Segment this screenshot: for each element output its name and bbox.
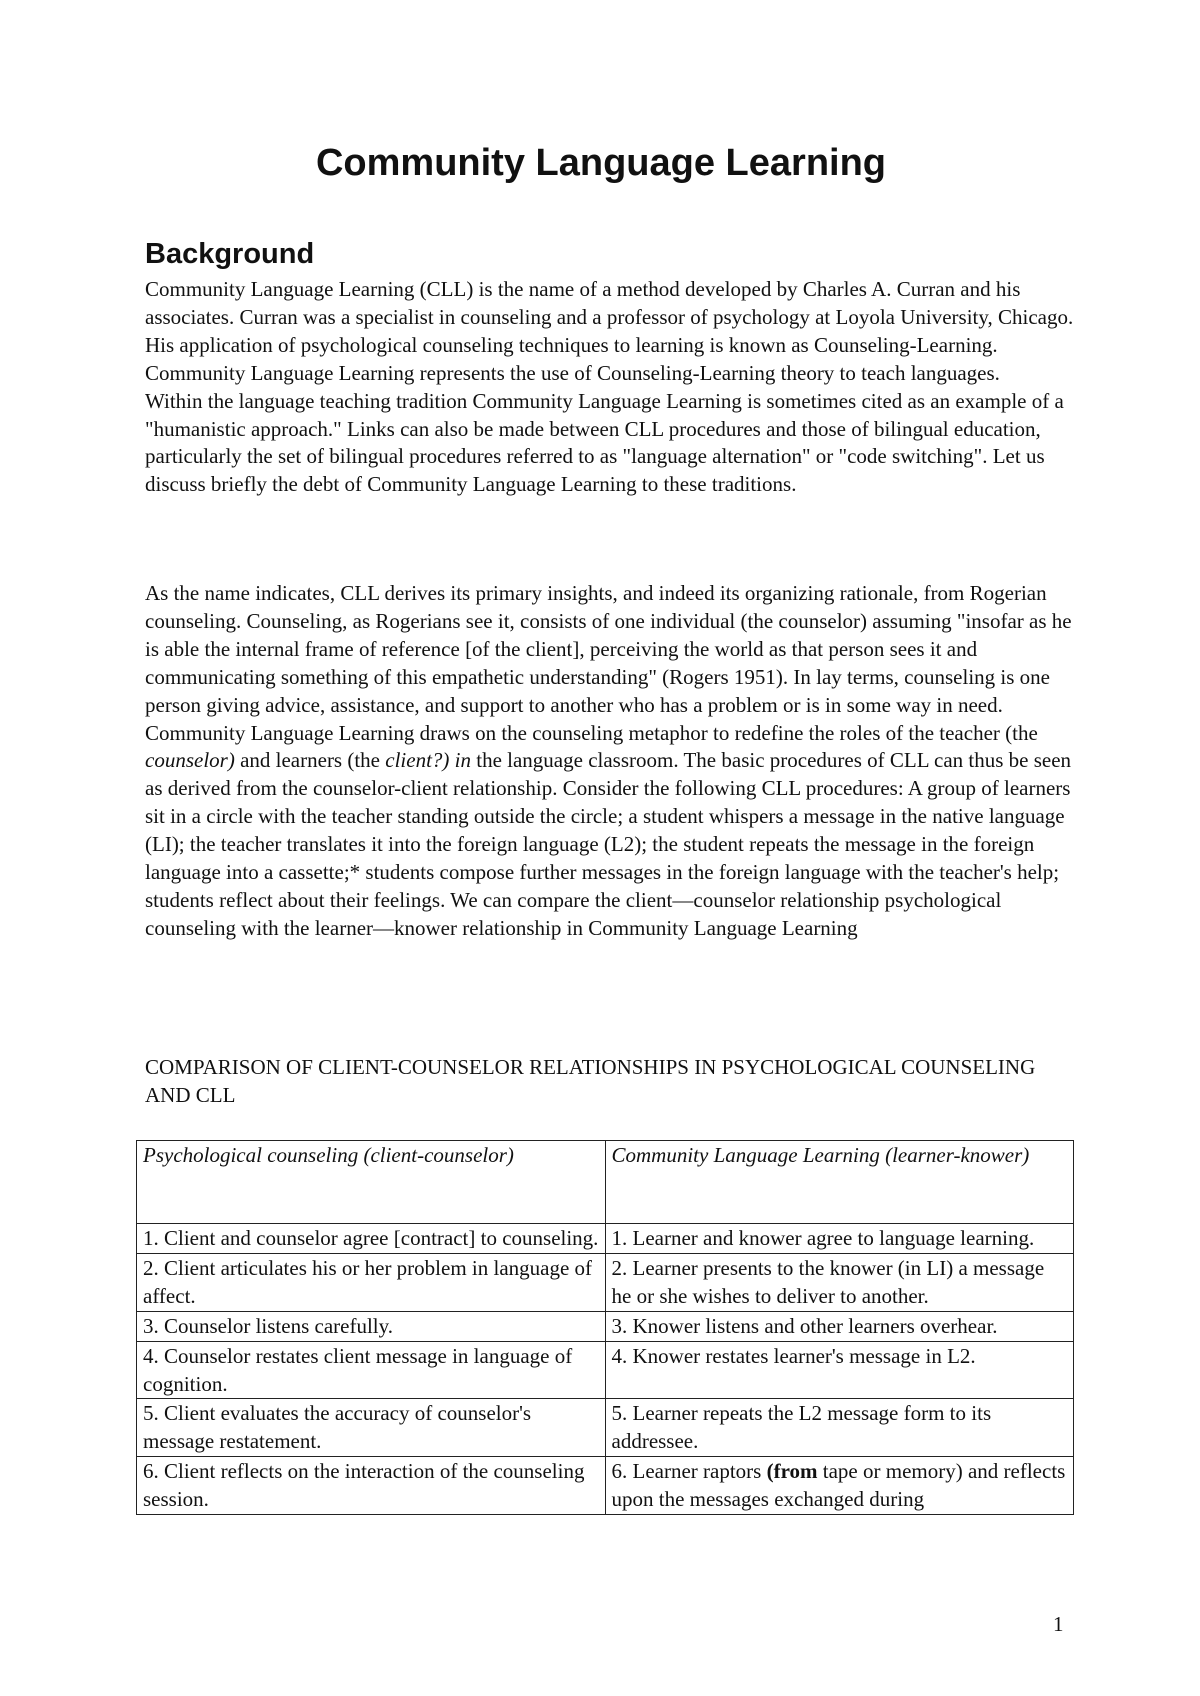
table-cell: 4. Counselor restates client message in language of cognition. [137, 1341, 606, 1399]
table-cell-text-b: tape or memory) and reflects upon the messages exchanged during [611, 1459, 1066, 1512]
table-row [137, 1311, 1074, 1341]
table-cell: 5. Learner repeats the L2 message form to its addressee. [605, 1399, 1074, 1457]
table-row [137, 1224, 1074, 1254]
paragraph-1: Community Language Learning (CLL) is the name of a method developed by Charles A. Curran and his associates. Curran was a specialist in counseling and a professor of psychology at Loyola University, Chicago. His application of psychological counseling techniques to learning is known as Counseling-Learning. Community Language Learning represents the use of Counseling-Learning theory to teach languages. [145, 277, 1074, 385]
table-row [137, 1399, 1074, 1457]
table-header-cell-psychological: Psychological counseling (client-counselor) [137, 1141, 606, 1224]
table-cell: 1. Client and counselor agree [contract] to counseling. [137, 1224, 606, 1254]
page-title: Community Language Learning [315, 142, 887, 184]
table-cell: 3. Counselor listens carefully. [137, 1311, 606, 1341]
table-cell: 3. Knower listens and other learners overhear. [605, 1311, 1074, 1341]
table-header-cell-cll: Community Language Learning (learner-knower) [605, 1141, 1074, 1224]
table-cell: 4. Knower restates learner's message in L2. [605, 1341, 1074, 1399]
comparison-table [136, 1140, 1074, 1515]
table-cell-text-a: 6. Learner raptors [611, 1459, 767, 1484]
paragraph-3-italic-counselor: counselor) [145, 748, 235, 773]
table-cell: 6. Client reflects on the interaction of the counseling session. [137, 1457, 606, 1515]
paragraph-3-text-b: and learners (the [234, 748, 386, 773]
paragraph-3-text-a: As the name indicates, CLL derives its primary insights, and indeed its organizing rationale, from Rogerian counseling. Counseling, as Rogerians see it, consists of one individual (the counselor) assuming "insofar as he is able the internal frame of reference [of the client], perceiving the world as that person sees it and communicating something of this empathetic understanding" (Rogers 1951). In lay terms, counseling is one person giving advice, assistance, and support to another who has a problem or is in some way in need. Community Language Learning draws on the counseling metaphor to redefine the roles of the teacher (the [145, 581, 1072, 745]
paragraph-3-italic-client: client?) in [385, 748, 471, 773]
table-cell: 1. Learner and knower agree to language learning. [605, 1224, 1074, 1254]
table-row [137, 1253, 1074, 1311]
table-cell [605, 1457, 1074, 1515]
table-cell: 2. Client articulates his or her problem in language of affect. [137, 1253, 606, 1311]
paragraph-2: Within the language teaching tradition Community Language Learning is sometimes cited as an example of a "humanistic approach." Links can also be made between CLL procedures and those of bilingual education, particularly the set of bilingual procedures referred to as "language alternation" or "code switching". Let us discuss briefly the debt of Community Language Learning to these traditions. [145, 388, 1064, 497]
table-cell-bold-from: (from [766, 1459, 818, 1484]
table-cell: 5. Client evaluates the accuracy of counselor's message restatement. [137, 1399, 606, 1457]
page-number: 1 [1053, 1612, 1064, 1636]
paragraph-3 [145, 580, 1075, 943]
table-header-row [137, 1141, 1074, 1224]
paragraph-3-text-c: the language classroom. The basic procedures of CLL can thus be seen as derived from the counselor-client relationship. Consider the following CLL procedures: A group of learners sit in a circle with the teacher standing outside the circle; a student whispers a message in the native language (LI); the teacher translates it into the foreign language (L2); the student repeats the message in the foreign language into a cassette;* students compose further messages in the foreign language with the teacher's help; students reflect about their feelings. We can compare the client—counselor relationship psychological counseling with the learner—knower relationship in Community Language Learning [145, 748, 1072, 940]
table-caption: COMPARISON OF CLIENT-COUNSELOR RELATIONSHIPS IN PSYCHOLOGICAL COUNSELING AND CLL [145, 1055, 1036, 1107]
table-cell: 2. Learner presents to the knower (in LI) a message he or she wishes to deliver to another. [605, 1253, 1074, 1311]
background-paragraphs [145, 276, 1075, 499]
section-heading-background: Background [145, 238, 315, 270]
table-row [137, 1457, 1074, 1515]
table-row [137, 1341, 1074, 1399]
